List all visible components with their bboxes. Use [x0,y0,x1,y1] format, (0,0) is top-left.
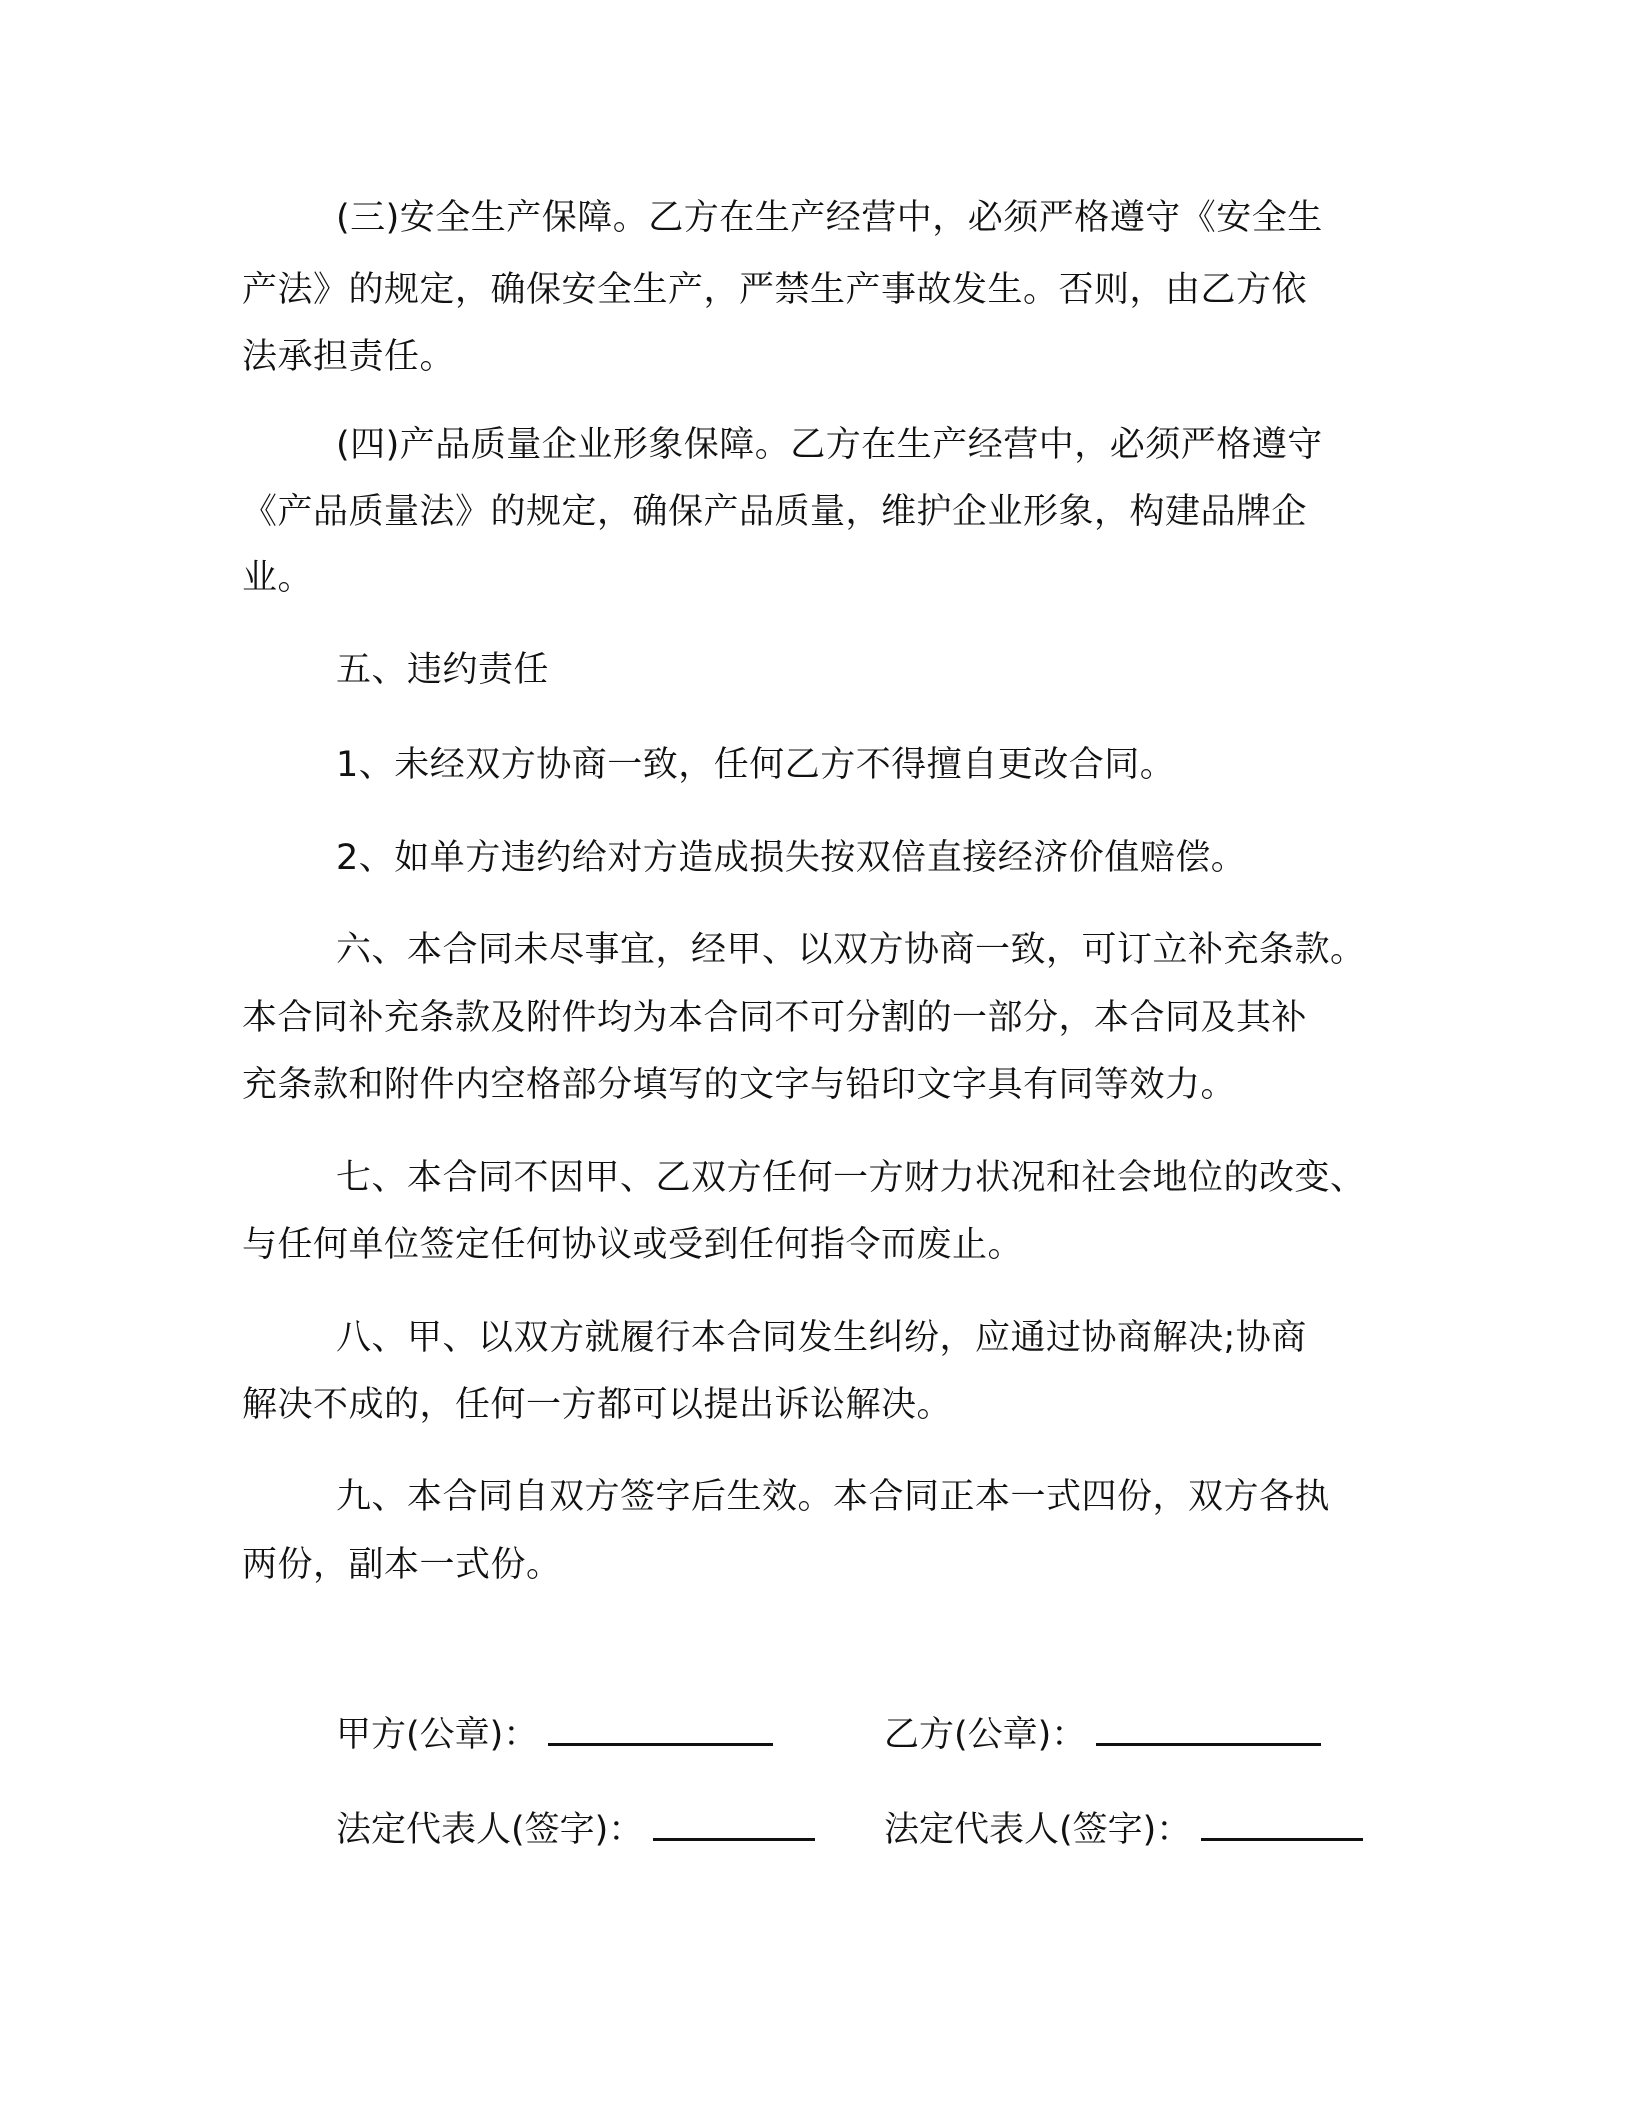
party-a-rep-blank[interactable] [653,1808,815,1841]
party-b-seal-blank[interactable] [1096,1713,1321,1746]
clause-4-line-3: 业。 [242,558,314,598]
party-b-seal-field [884,1713,1321,1757]
section-6-line-3: 充条款和附件内空格部分填写的文字与铅印文字具有同等效力。 [242,1065,1237,1105]
section-6-line-2: 本合同补充条款及附件均为本合同不可分割的一部分，本合同及其补 [242,998,1308,1038]
party-b-rep-blank[interactable] [1201,1808,1363,1841]
party-a-rep-field [336,1808,815,1852]
clause-4-line-2: 《产品质量法》的规定，确保产品质量，维护企业形象，构建品牌企 [242,492,1308,532]
section-8-line-2: 解决不成的，任何一方都可以提出诉讼解决。 [242,1385,953,1425]
party-b-rep-label: 法定代表人(签字)： [884,1810,1192,1850]
party-b-seal-label: 乙方(公章)： [884,1715,1087,1755]
section-9-line-2: 两份，副本一式份。 [242,1545,562,1585]
section-7-line-1: 七、本合同不因甲、乙双方任何一方财力状况和社会地位的改变、 [336,1158,1366,1198]
section-7-line-2: 与任何单位签定任何协议或受到任何指令而废止。 [242,1225,1024,1265]
party-b-rep-field [884,1808,1363,1852]
item-2: 2、如单方违约给对方造成损失按双倍直接经济价值赔偿。 [336,838,1247,878]
party-a-seal-blank[interactable] [548,1713,773,1746]
party-a-rep-label: 法定代表人(签字)： [336,1810,644,1850]
clause-4-line-1: (四)产品质量企业形象保障。乙方在生产经营中，必须严格遵守 [336,425,1323,465]
section-9-line-1: 九、本合同自双方签字后生效。本合同正本一式四份，双方各执 [336,1477,1331,1517]
party-a-seal-field [336,1713,773,1757]
clause-3-line-2: 产法》的规定，确保安全生产，严禁生产事故发生。否则，由乙方依 [242,270,1308,310]
party-a-seal-label: 甲方(公章)： [336,1715,539,1755]
clause-3-line-3: 法承担责任。 [242,337,456,377]
section-8-line-1: 八、甲、以双方就履行本合同发生纠纷，应通过协商解决;协商 [336,1318,1307,1358]
clause-3-line-1: (三)安全生产保障。乙方在生产经营中，必须严格遵守《安全生 [336,198,1323,238]
item-1: 1、未经双方协商一致，任何乙方不得擅自更改合同。 [336,745,1176,785]
section-5-heading: 五、违约责任 [336,650,550,690]
section-6-line-1: 六、本合同未尽事宜，经甲、以双方协商一致，可订立补充条款。 [336,930,1366,970]
